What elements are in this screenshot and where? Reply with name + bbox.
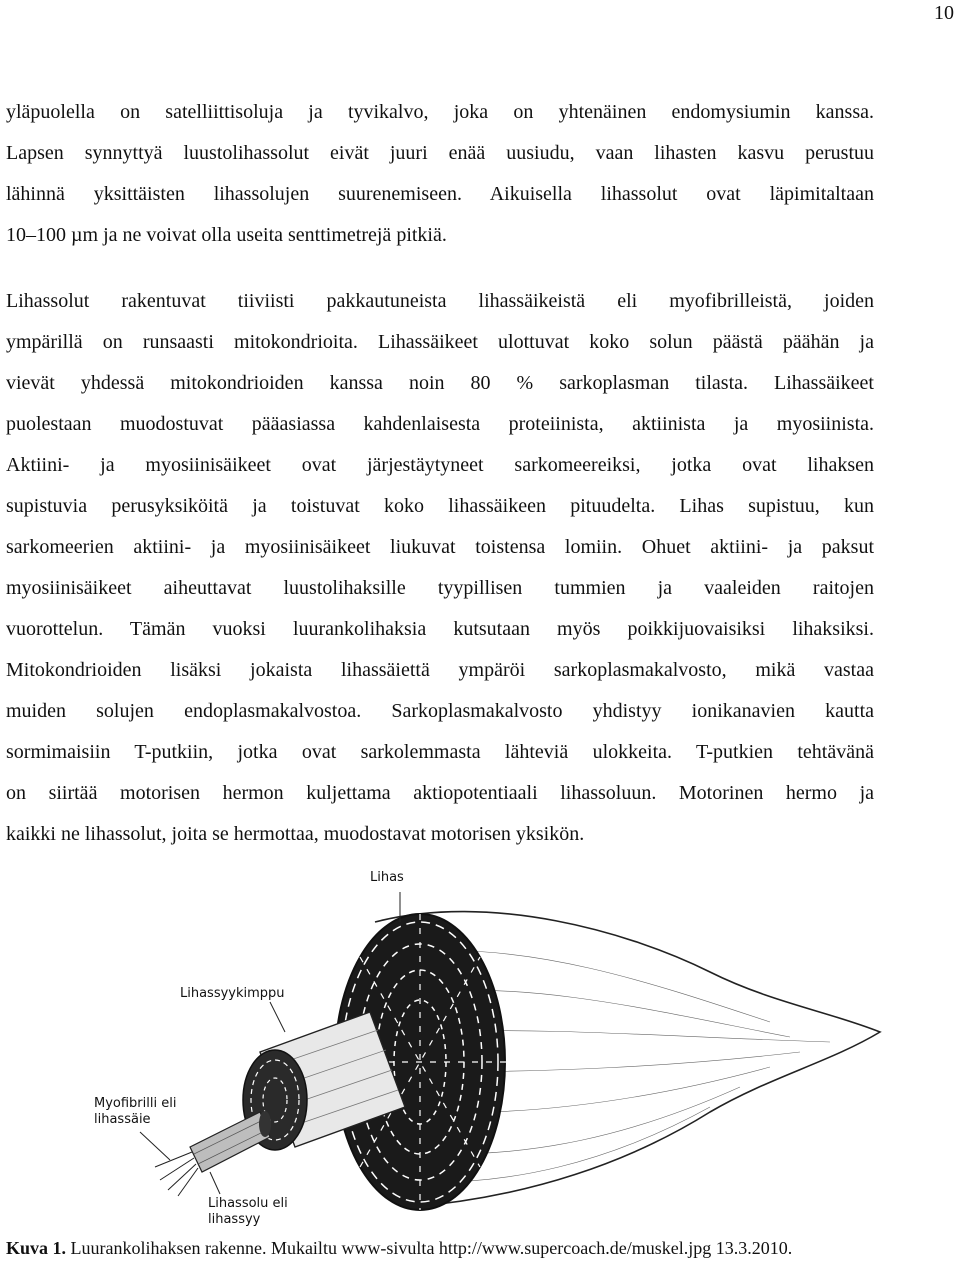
muscle-fibre (190, 1111, 271, 1172)
label-lihassolu-line2: lihassyy (208, 1212, 261, 1227)
figure-caption (6, 1238, 792, 1259)
paragraph-line: muiden solujen endoplasmakalvostoa. Sarkoplasmakalvosto yhdistyy ionikanavien kautta (6, 700, 874, 722)
label-myofibrilli-line1: Myofibrilli eli (94, 1096, 177, 1111)
label-lihassyykimppu: Lihassyykimppu (180, 986, 285, 1001)
paragraph-line: puolestaan muodostuvat pääasiassa kahdenlaisesta proteiinista, aktiinista ja myosiinista. (6, 413, 874, 435)
label-lihassolu-line1: Lihassolu eli (208, 1196, 288, 1211)
paragraph-line: lähinnä yksittäisten lihassolujen suurenemiseen. Aikuisella lihassolut ovat läpimitaltaan (6, 183, 874, 205)
paragraph-line: Aktiini- ja myosiinisäikeet ovat järjestäytyneet sarkomeereiksi, jotka ovat lihaksen (6, 454, 874, 476)
paragraph-1 (6, 92, 874, 256)
paragraph-line: Mitokondrioiden lisäksi jokaista lihassäiettä ympäröi sarkoplasmakalvosto, mikä vastaa (6, 659, 874, 681)
paragraph-line: Lapsen synnyttyä luustolihassolut eivät juuri enää uusiudu, vaan lihasten kasvu perustuu (6, 142, 874, 164)
paragraph-line: 10–100 µm ja ne voivat olla useita senttimetrejä pitkiä. (6, 224, 447, 246)
paragraph-line: vievät yhdessä mitokondrioiden kanssa noin 80 % sarkoplasman tilasta. Lihassäikeet (6, 372, 874, 394)
caption-text: Luurankolihaksen rakenne. Mukailtu www-sivulta http://www.supercoach.de/muskel.jpg 13.3.2010. (66, 1238, 793, 1258)
paragraph-2 (6, 281, 874, 855)
paragraph-line: Lihassolut rakentuvat tiiviisti pakkautuneista lihassäikeistä eli myofibrilleistä, joiden (6, 290, 874, 312)
caption-label: Kuva 1. (6, 1238, 67, 1258)
muscle-illustration (70, 862, 890, 1234)
paragraph-line: sormimaisiin T-putkiin, jotka ovat sarkolemmasta lähteviä ulokkeita. T-putkien tehtävänä (6, 741, 874, 763)
paragraph-line: on siirtää motorisen hermon kuljettama aktiopotentiaali lihassoluun. Motorinen hermo ja (6, 782, 874, 804)
label-lihas: Lihas (370, 870, 404, 885)
paragraph-line: kaikki ne lihassolut, joita se hermottaa, muodostavat motorisen yksikön. (6, 823, 585, 845)
muscle-structure-figure (70, 862, 890, 1234)
paragraph-line: ympärillä on runsaasti mitokondrioita. Lihassäikeet ulottuvat koko solun päästä päähän ja (6, 331, 874, 353)
paragraph-line: supistuvia perusyksiköitä ja toistuvat koko lihassäikeen pituudelta. Lihas supistuu, kun (6, 495, 874, 517)
page-number: 10 (934, 2, 954, 24)
paragraph-line: myosiinisäikeet aiheuttavat luustolihaksille tyypillisen tummien ja vaaleiden raitojen (6, 577, 874, 599)
paragraph-line: yläpuolella on satelliittisoluja ja tyvikalvo, joka on yhtenäinen endomysiumin kanssa. (6, 101, 874, 123)
paragraph-line: vuorottelun. Tämän vuoksi luurankolihaksia kutsutaan myös poikkijuovaisiksi lihaksiksi. (6, 618, 874, 640)
label-myofibrilli-line2: lihassäie (94, 1112, 151, 1127)
paragraph-line: sarkomeerien aktiini- ja myosiinisäikeet liukuvat toistensa lomiin. Ohuet aktiini- ja paksut (6, 536, 874, 558)
myofibril-strands (155, 1152, 198, 1196)
